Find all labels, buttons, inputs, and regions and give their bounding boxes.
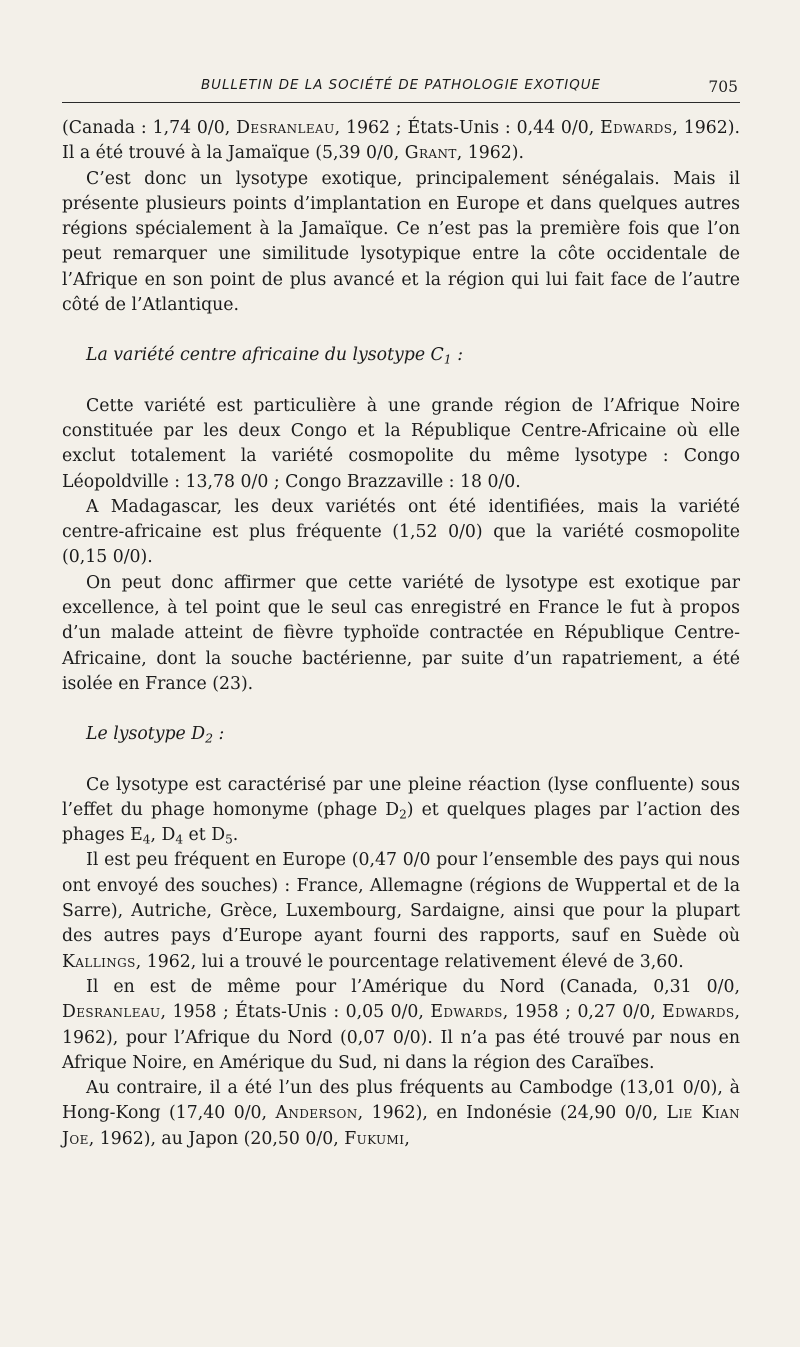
text-run: , 1962), pour l’Afrique du Nord (0,07 0/0). Il n’a pas été trouvé par nous en Afrique Noire, en Amérique du Sud, ni dans la région des Caraïbes. <box>62 1002 740 1073</box>
heading-subscript: 2 <box>205 730 214 746</box>
paragraph-continuation <box>62 116 740 167</box>
subscript: 4 <box>175 832 184 847</box>
page-number: 705 <box>708 78 738 96</box>
author-citation: Desranleau <box>236 118 335 138</box>
heading-subscript: 1 <box>443 351 452 367</box>
running-title: BULLETIN DE LA SOCIÉTÉ DE PATHOLOGIE EXOTIQUE <box>200 78 602 93</box>
author-citation: Grant <box>404 143 457 164</box>
text-run: . <box>232 825 239 846</box>
text-run: , 1962, lui a trouvé le pourcentage relativement élevé de 3,60. <box>135 951 684 972</box>
text-run: Il est peu fréquent en Europe (0,47 0/0 pour l’ensemble des pays qui nous ont envoyé des souches) : France, Allemagne (régions de Wuppertal et de la Sarre), Autriche, Grèce, Luxembourg, Sardaigne, ainsi que pour la plupart des autres pays d’Europe ayant fourni des rapports, sauf en Suède où <box>62 850 740 947</box>
subscript: 4 <box>142 832 151 847</box>
paragraph <box>62 975 740 1076</box>
heading-tail: : <box>451 345 464 366</box>
section-spacer <box>62 748 740 773</box>
section-spacer <box>62 318 740 343</box>
author-citation: Desranleau <box>62 1002 161 1023</box>
author-citation: Edwards <box>430 1002 503 1023</box>
heading-text: La variété centre africaine du lysotype C <box>86 345 444 366</box>
paragraph: Cette variété est particulière à une grande région de l’Afrique Noire constituée par les deux Congo et la République Centre-Africaine où elle exclut totalement la variété cosmopolite du même lysotype : Congo Léopoldville : 13,78 0/0 ; Congo Brazzaville : 18 0/0. <box>62 395 740 492</box>
text-run: , <box>404 1128 410 1149</box>
paragraph: A Madagascar, les deux variétés ont été identifiées, mais la variété centre-africaine est plus fréquente (1,52 0/0) que la variété cosmopolite (0,15 0/0). <box>62 496 740 568</box>
text-run: , 1958 ; États-Unis : 0,05 0/0, <box>160 1002 431 1023</box>
heading-text: Le lysotype D <box>86 724 206 745</box>
text-run: Au contraire, il a été l’un des plus fréquents au Cambodge (13,01 0/0), à Hong-Kong (17,40 0/0, <box>62 1078 740 1124</box>
text-run: ) et quelques plages par l’action des phages E <box>62 799 741 846</box>
text-run: , D <box>150 825 176 846</box>
text-run: , 1962), au Japon (20,50 0/0, <box>88 1128 345 1149</box>
text-run: , 1962). Il a été trouvé à la Jamaïque (5,39 0/0, <box>62 118 740 164</box>
text-run: , 1958 ; 0,27 0/0, <box>502 1002 663 1023</box>
text-run: et D <box>183 825 226 846</box>
text-run: Ce lysotype est caractérisé par une pleine réaction (lyse confluente) sous l’effet du phage homonyme (phage D <box>62 774 740 820</box>
author-citation: Fukumi <box>344 1128 405 1149</box>
article-body <box>62 116 740 1152</box>
text-run: , 1962). <box>456 143 524 164</box>
subscript: 5 <box>225 832 233 847</box>
text-run: Il en est de même pour l’Amérique du Nord (Canada, 0,31 0/0, <box>86 976 740 997</box>
section-spacer <box>62 369 740 394</box>
paragraph <box>62 848 740 974</box>
paragraph <box>62 773 740 849</box>
author-citation: Edwards <box>600 118 673 138</box>
paragraph: On peut donc affirmer que cette variété de lysotype est exotique par excellence, à tel point que le seul cas enregistré en France le fut à propos d’un malade atteint de fièvre typhoïde contractée en République Centre-Africaine, dont la souche bactérienne, par suite d’un rapatriement, a été isolée en France (23). <box>62 572 740 694</box>
author-citation: Kallings <box>62 951 136 972</box>
section-spacer <box>62 697 740 722</box>
section-heading <box>62 722 740 747</box>
text-run: , 1962), en Indonésie (24,90 0/0, <box>357 1103 667 1124</box>
subscript: 2 <box>399 807 407 822</box>
running-header <box>62 78 740 103</box>
section-heading <box>62 343 740 368</box>
paragraph: C’est donc un lysotype exotique, principalement sénégalais. Mais il présente plusieurs points d’implantation en Europe et dans quelques autres régions spécialement à la Jamaïque. Ce n’est pas la première fois que l’on peut remarquer une similitude lysotypique entre la côte occidentale de l’Afrique en son point de plus avancé et la région qui lui fait face de l’autre côté de l’Atlantique. <box>62 168 740 316</box>
author-citation: Anderson <box>275 1103 358 1124</box>
paragraph <box>62 1076 740 1152</box>
text-run: , 1962 ; États-Unis : 0,44 0/0, <box>334 118 601 138</box>
text-run: (Canada : 1,74 0/0, <box>62 118 237 138</box>
heading-tail: : <box>213 724 225 745</box>
author-citation: Edwards <box>662 1002 735 1023</box>
author-citation: Lie Kian Joe <box>62 1103 740 1149</box>
